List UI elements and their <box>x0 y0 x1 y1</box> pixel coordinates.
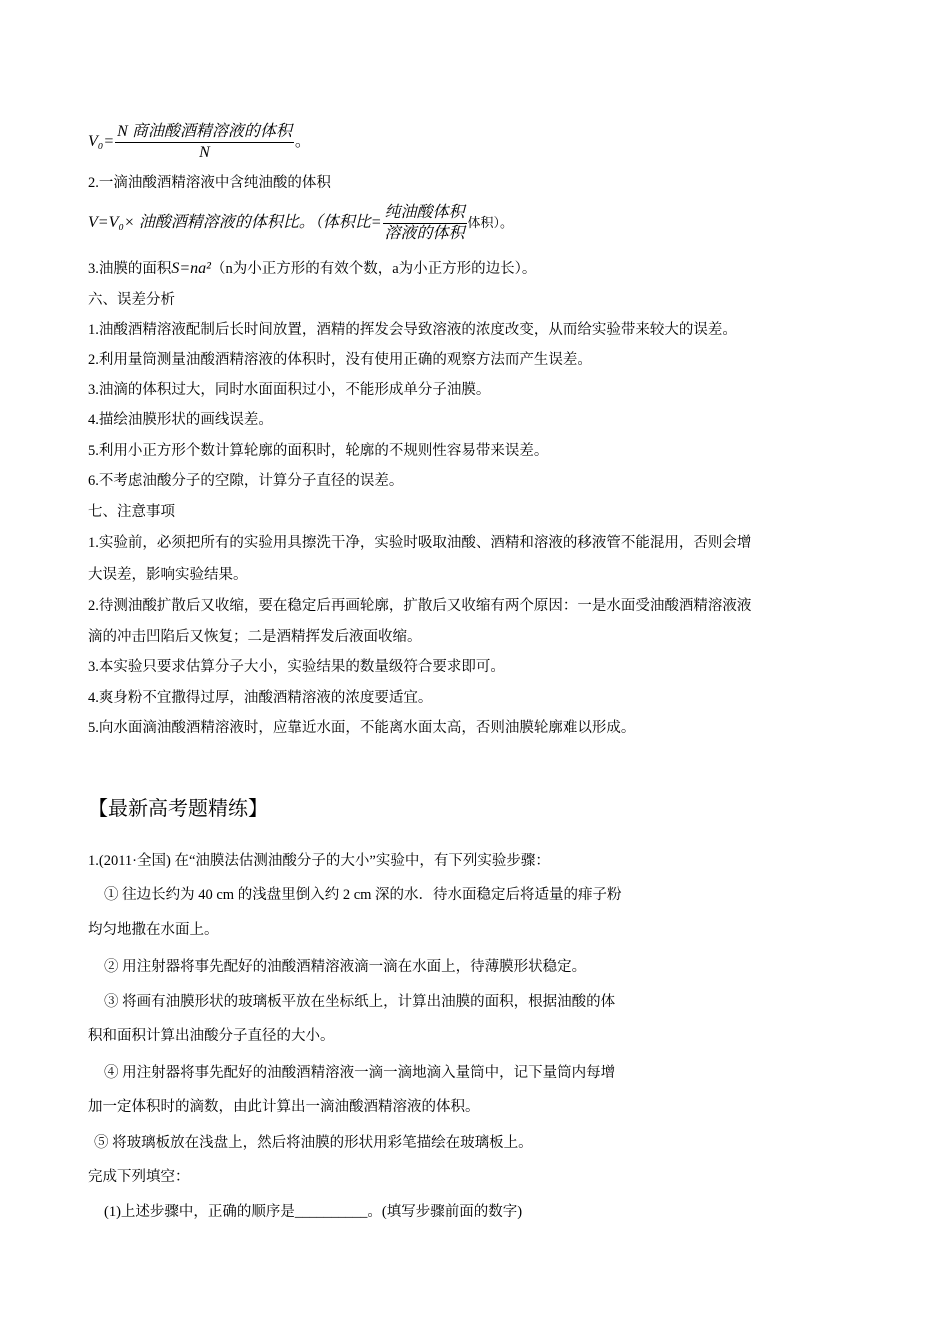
list-item: 5.利用小正方形个数计算轮廓的面积时，轮廓的不规则性容易带来误差。 <box>88 443 549 459</box>
list-item-cont: 滴的冲击凹陷后又恢复；二是酒精挥发后液面收缩。 <box>88 629 422 645</box>
formula-s-expression: S=na² <box>171 260 211 277</box>
sub-question: (1)上述步骤中，正确的顺序是__________。(填写步骤前面的数字) <box>104 1204 523 1220</box>
formula-v0-numerator: N 商油酸酒精溶液的体积 <box>115 122 294 143</box>
step-item-cont: 加一定体积时的滴数，由此计算出一滴油酸酒精溶液的体积。 <box>88 1099 480 1115</box>
section-title: 六、误差分析 <box>88 292 175 308</box>
formula-s-note: （n为小正方形的有效个数，a为小正方形的边长）。 <box>210 261 537 277</box>
section-title: 七、注意事项 <box>88 504 175 520</box>
list-item: 4.爽身粉不宜撒得过厚，油酸酒精溶液的浓度要适宜。 <box>88 690 433 706</box>
formula-v0-lhs: V₀= <box>88 133 115 151</box>
list-item: 1.实验前，必须把所有的实验用具擦洗干净，实验时吸取油酸、酒精和溶液的移液管不能混用，否则会增 <box>88 535 752 551</box>
formula-v-tail: 体积）。 <box>467 215 514 231</box>
list-item: 4.描绘油膜形状的画线误差。 <box>88 412 273 428</box>
text-line: 2.一滴油酸酒精溶液中含纯油酸的体积 <box>88 175 331 191</box>
step-item: ⑤ 将玻璃板放在浅盘上，然后将油膜的形状用彩笔描绘在玻璃板上。 <box>94 1135 533 1151</box>
formula-v <box>88 203 513 244</box>
formula-v0-fraction <box>115 122 294 163</box>
step-item: ④ 用注射器将事先配好的油酸酒精溶液一滴一滴地滴入量筒中，记下量筒内每增 <box>104 1065 616 1081</box>
formula-v-lhs: V=V₀× 油酸酒精溶液的体积比。（体积比= <box>88 214 382 232</box>
formula-s <box>88 259 536 279</box>
instruction: 完成下列填空： <box>88 1169 190 1185</box>
list-item: 3.油滴的体积过大，同时水面面积过小，不能形成单分子油膜。 <box>88 382 491 398</box>
section-heading: 【最新高考题精练】 <box>88 798 268 820</box>
list-item: 2.待测油酸扩散后又收缩，要在稳定后再画轮廓，扩散后又收缩有两个原因：一是水面受油酸酒精溶液液 <box>88 598 752 614</box>
step-item: ③ 将画有油膜形状的玻璃板平放在坐标纸上，计算出油膜的面积，根据油酸的体 <box>104 994 616 1010</box>
list-item: 2.利用量筒测量油酸酒精溶液的体积时，没有使用正确的观察方法而产生误差。 <box>88 352 592 368</box>
list-item-cont: 大误差，影响实验结果。 <box>88 567 248 583</box>
step-item: ① 往边长约为 40 cm 的浅盘里倒入约 2 cm 深的水．待水面稳定后将适量的痱子粉 <box>104 887 622 903</box>
formula-v0 <box>88 122 311 163</box>
formula-v-numerator: 纯油酸体积 <box>383 203 467 224</box>
formula-v-fraction <box>383 203 467 244</box>
formula-v0-denominator: N <box>199 144 210 161</box>
list-item: 1.油酸酒精溶液配制后长时间放置，酒精的挥发会导致溶液的浓度改变，从而给实验带来较大的误差。 <box>88 322 737 338</box>
step-item-cont: 积和面积计算出油酸分子直径的大小。 <box>88 1028 335 1044</box>
formula-s-text: 3.油膜的面积 <box>88 261 172 277</box>
list-item: 6.不考虑油酸分子的空隙，计算分子直径的误差。 <box>88 473 404 489</box>
formula-v0-tail: 。 <box>294 133 311 151</box>
step-item-cont: 均匀地撒在水面上。 <box>88 922 219 938</box>
step-item: ② 用注射器将事先配好的油酸酒精溶液滴一滴在水面上，待薄膜形状稳定。 <box>104 959 587 975</box>
formula-v-denominator: 溶液的体积 <box>384 225 465 242</box>
list-item: 5.向水面滴油酸酒精溶液时，应靠近水面，不能离水面太高，否则油膜轮廓难以形成。 <box>88 720 636 736</box>
list-item: 3.本实验只要求估算分子大小，实验结果的数量级符合要求即可。 <box>88 659 505 675</box>
question-stem: 1.(2011·全国) 在“油膜法估测油酸分子的大小”实验中，有下列实验步骤： <box>88 853 550 869</box>
